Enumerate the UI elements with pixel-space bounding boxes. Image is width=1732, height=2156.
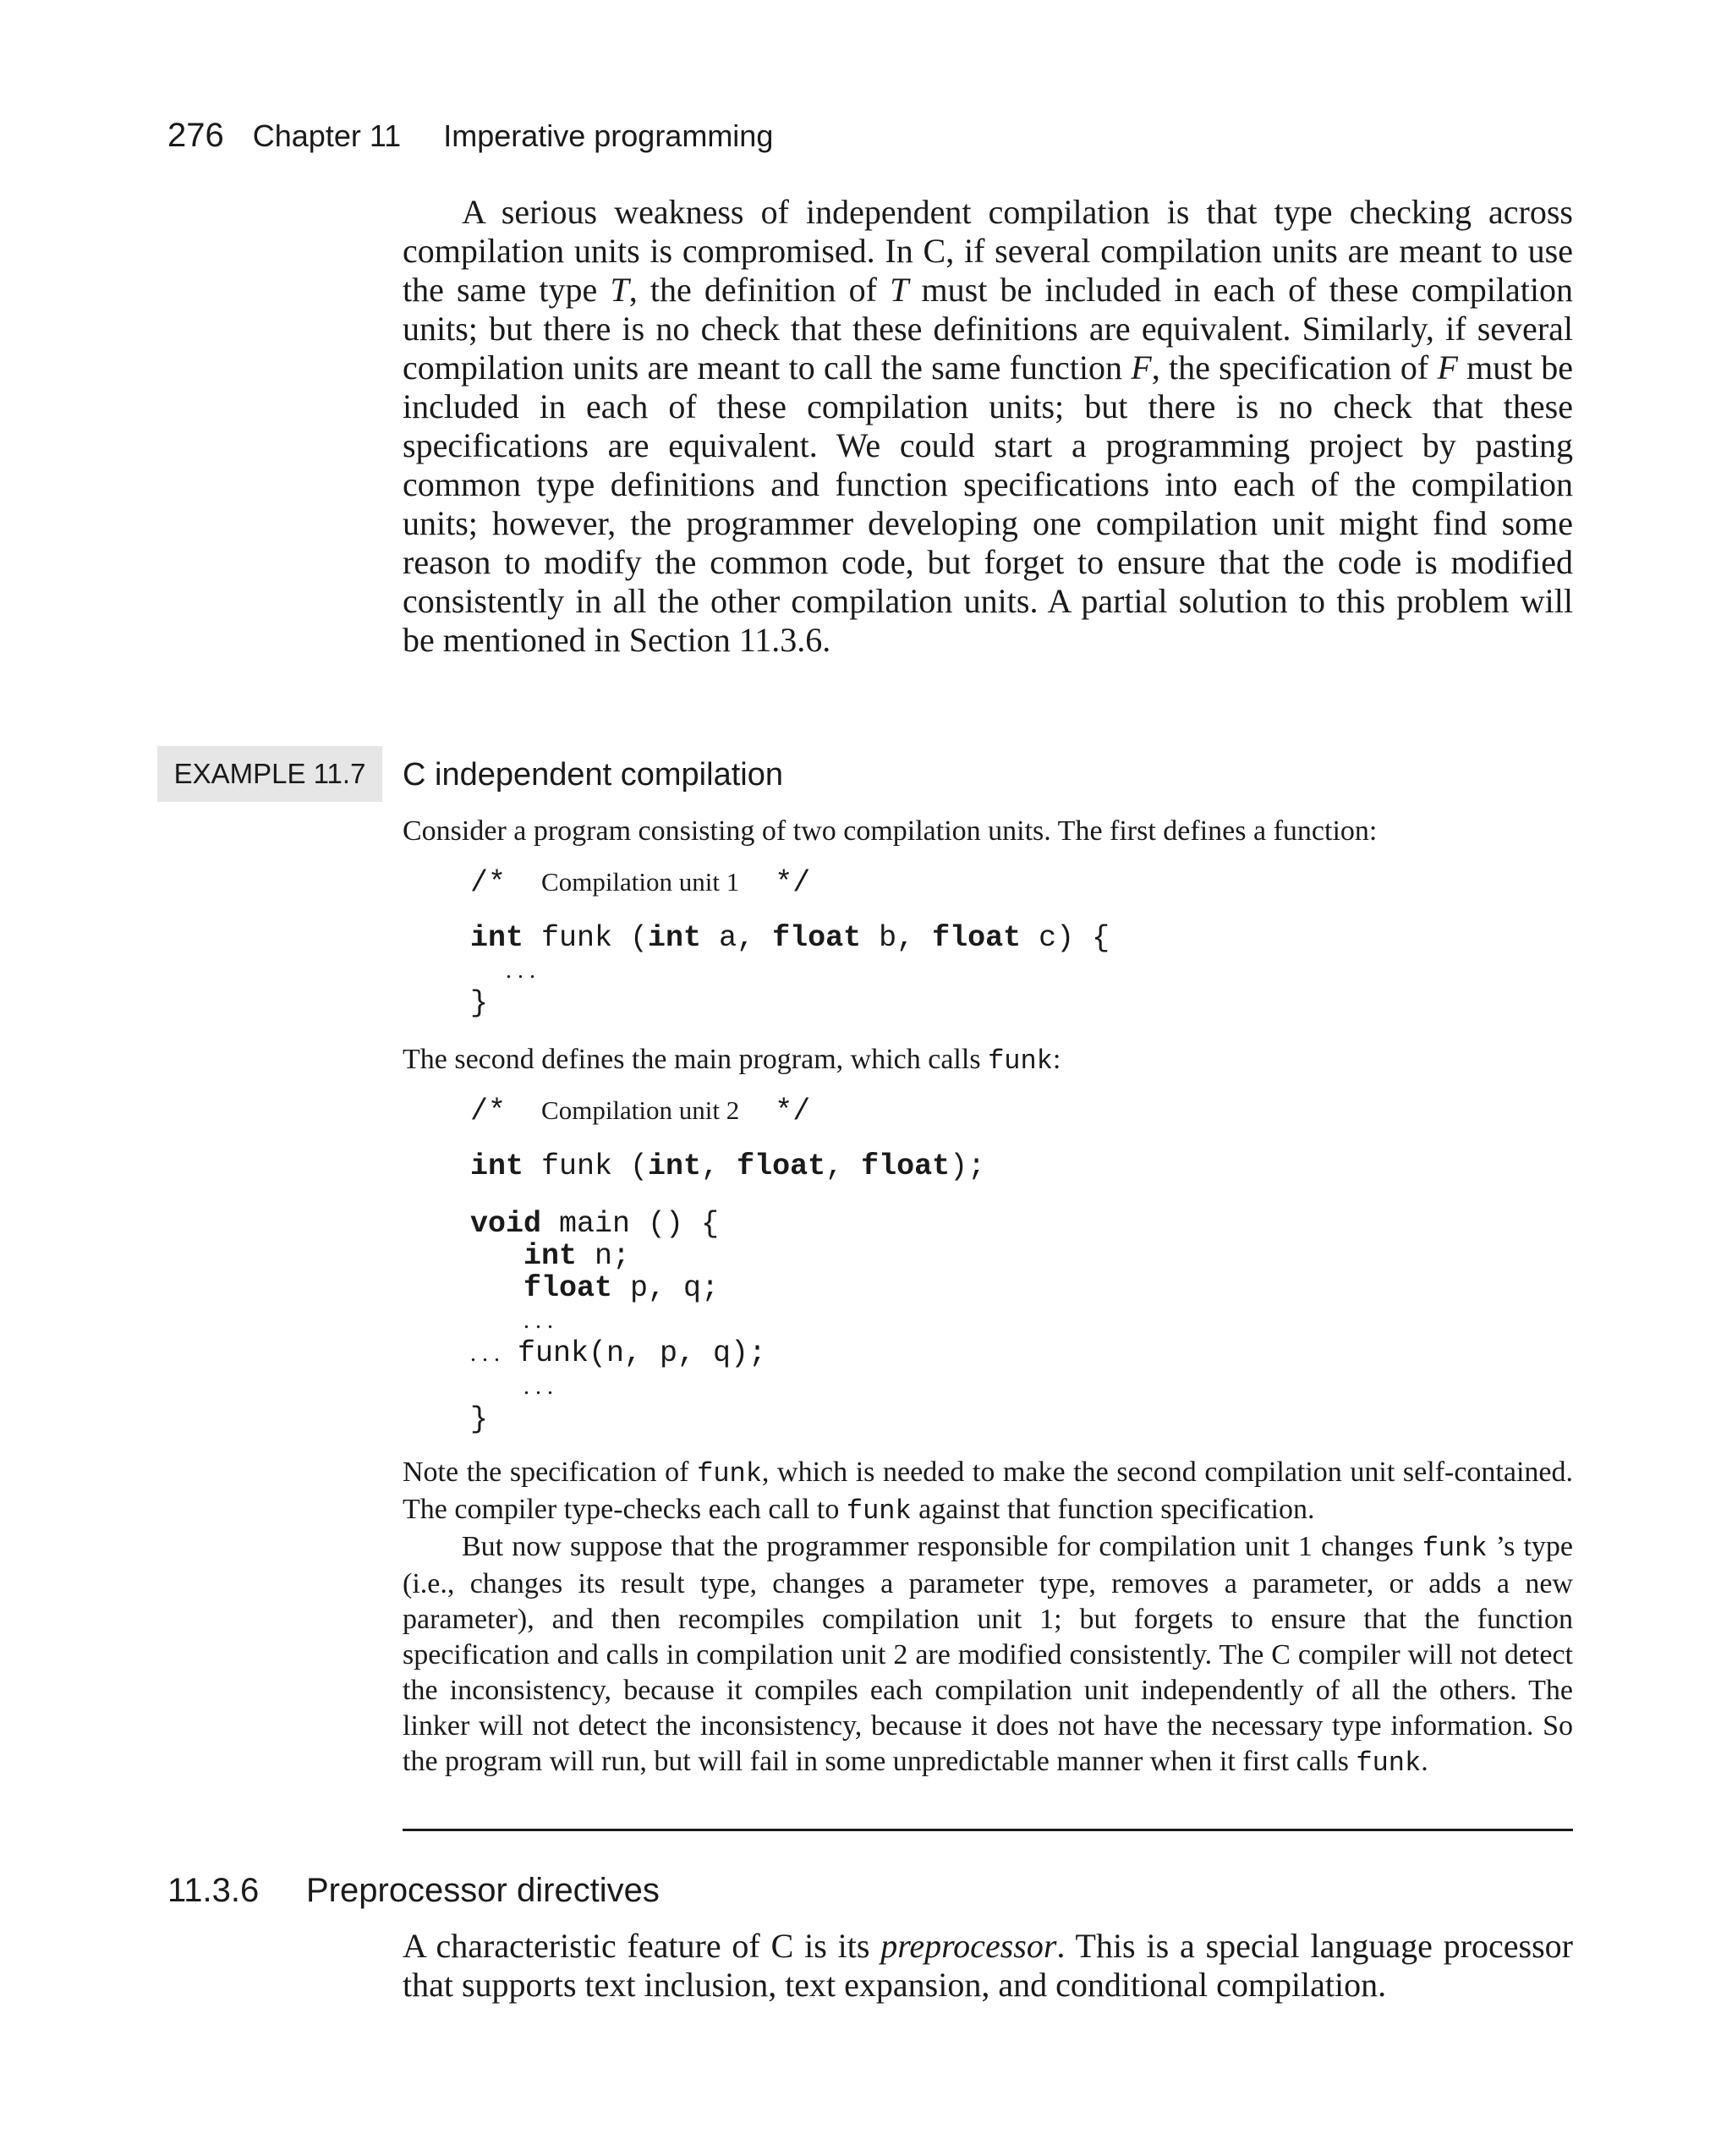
example-second-intro: The second defines the main program, which calls funk: xyxy=(403,1044,1061,1077)
page-number: 276 xyxy=(167,117,224,154)
section-paragraph: A characteristic feature of C is its preprocessor. This is a special language processor that supports text inclusion, text expansion, and conditional compilation. xyxy=(403,1927,1573,2004)
code-unit-2-comment: /* Compilation unit 2 */ xyxy=(470,1094,811,1128)
example-end-rule xyxy=(403,1829,1573,1831)
section-title: Preprocessor directives xyxy=(306,1872,660,1909)
code-unit-1-comment: /* Compilation unit 1 */ xyxy=(470,866,811,900)
section-number: 11.3.6 xyxy=(167,1872,260,1909)
code-unit-1: int funk (int a, float b, float c) { . . . } xyxy=(470,921,1110,1020)
example-intro: Consider a program consisting of two compilation units. The first defines a function: xyxy=(403,815,1378,847)
example-discussion: Note the specification of funk, which is needed to make the second compilation unit self-contained. The compiler type-checks each call to funk against that function specification. But now suppose that the programmer responsible for compilation unit 1 changes funk ’s type (i.e., changes its result type, changes a parameter type, removes a parameter, or adds a new parameter), and then recompiles compilation unit 1; but forgets to ensure that the function specification and calls in compilation unit 2 are modified consistently. The C compiler will not detect the inconsistency, because it compiles each compilation unit independently of all the others. The linker will not detect the inconsistency, because it does not have the necessary type information. So the program will run, but will fail in some unpredictable manner when it first calls funk. xyxy=(403,1457,1573,1779)
code-unit-2-decl: int funk (int, float, float); xyxy=(470,1149,986,1183)
example-tag: EXAMPLE 11.7 xyxy=(157,746,382,802)
chapter-label: Chapter 11 xyxy=(252,118,402,153)
running-header xyxy=(167,117,773,155)
chapter-title: Imperative programming xyxy=(443,118,774,153)
intro-paragraph: A serious weakness of independent compilation is that type checking across compilation units is compromised. In C, if several compilation units are meant to use the same type T, the definition of T must be included in each of these compilation units; but there is no check that these definitions are equivalent. Similarly, if several compilation units are meant to call the same function F, the specification of F must be included in each of these compilation units; but there is no check that these specifications are equivalent. We could start a programming project by pasting common type definitions and function specifications into each of the compilation units; however, the programmer developing one compilation unit might find some reason to modify the common code, but forget to ensure that the code is modified consistently in all the other compilation units. A partial solution to this problem will be mentioned in Section 11.3.6. xyxy=(403,193,1574,659)
code-unit-2-main: void main () { int n; float p, q; . . . . . . funk(n, p, q); . . . } xyxy=(470,1207,767,1436)
example-title: C independent compilation xyxy=(403,757,783,793)
